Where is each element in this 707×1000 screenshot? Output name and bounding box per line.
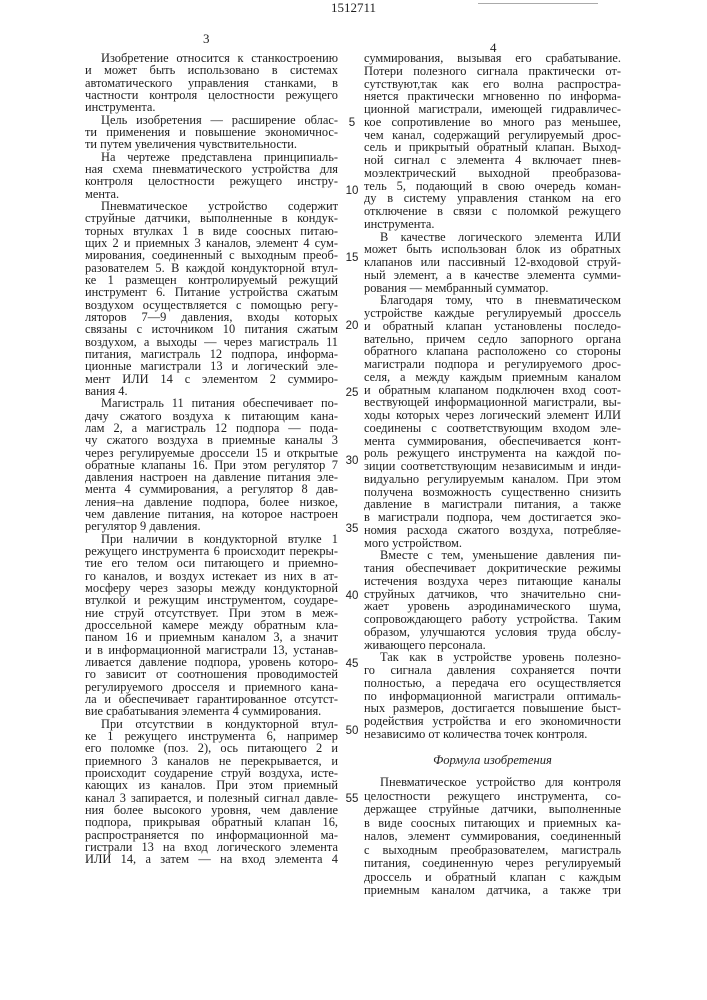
- line-number: 15: [342, 252, 362, 264]
- text-line: и может быть использовано в системах: [85, 64, 338, 76]
- text-line: инструмента.: [85, 101, 338, 113]
- text-line: селя, а между каждым приемным каналом: [364, 371, 621, 384]
- text-line: роль режущего инструмента на каждой по-: [364, 447, 621, 460]
- text-line: Вместе с тем, уменьшение давления пи-: [364, 549, 621, 562]
- text-line: образом, улучшаются условия труда обслу-: [364, 626, 621, 639]
- text-line: струйные датчики, выполненные в кондук-: [85, 212, 338, 224]
- text-line: ных размеров, достигается повышение быст-: [364, 702, 621, 715]
- text-line: номия расхода сжатого воздуха, потребляе-: [364, 524, 621, 537]
- line-number: 55: [342, 793, 362, 805]
- text-line: воздухом, а выходы — через магистраль 11: [85, 336, 338, 348]
- formula-heading: Формула изобретения: [364, 753, 621, 767]
- text-line: его поломке (поз. 2), ось питающего 2 и: [85, 742, 338, 754]
- text-line: сутствуют,так как его волна распростра-: [364, 78, 621, 91]
- text-line: и обратный клапан установлены последо-: [364, 320, 621, 333]
- text-line: ная схема пневматического устройства для: [85, 163, 338, 175]
- text-line: чем давление питания, на которое настроен: [85, 508, 338, 520]
- text-line: мента.: [85, 188, 338, 200]
- text-line: Цель изобретения — расширение облас-: [85, 114, 338, 126]
- text-line: видуально регулируемым каналом. При этом: [364, 473, 621, 486]
- text-line: сель и прикрытый обратный клапан. Выход-: [364, 141, 621, 154]
- text-line: суммирования, вызывая его срабатывание.: [364, 52, 621, 65]
- text-line: ние струй отсутствует. При этом в меж-: [85, 607, 338, 619]
- text-line: автоматического управления станками, в: [85, 77, 338, 89]
- paragraph: [364, 651, 621, 740]
- text-line: ления–на давление подпора, более низкое,: [85, 496, 338, 508]
- paragraph: [364, 294, 621, 549]
- text-line: тель 5, подающий в свою очередь коман-: [364, 180, 621, 193]
- text-line: дачу сжатого воздуха к питающим кана-: [85, 410, 338, 422]
- text-line: струйных датчиков, что значительно сни-: [364, 588, 621, 601]
- text-line: давление в магистрали питания, а также: [364, 498, 621, 511]
- text-line: На чертеже представлена принципиаль-: [85, 151, 338, 163]
- text-line: ляторов 7—9 давления, входы которых: [85, 311, 338, 323]
- line-number: 30: [342, 455, 362, 467]
- text-line: независимо от количества точек контроля.: [364, 728, 621, 741]
- text-line: Пневматическое устройство для контроля: [364, 776, 621, 790]
- text-line: чем канал, содержащий регулируемый дрос-: [364, 129, 621, 142]
- text-line: го каналов, и воздух истекает из них в ат-: [85, 570, 338, 582]
- text-line: жает уровень аэродинамического шума,: [364, 600, 621, 613]
- text-line: При отсутствии в кондукторной втул-: [85, 718, 338, 730]
- paragraph: [364, 231, 621, 295]
- text-line: кающих из каналов. При этом приемный: [85, 779, 338, 791]
- text-line: гистрали 13 на вход логического элемента: [85, 841, 338, 853]
- text-line: Так как в устройстве уровень полезно-: [364, 651, 621, 664]
- text-line: распространяется по информационной ма-: [85, 829, 338, 841]
- text-line: воздухом осуществляется с помощью регу-: [85, 299, 338, 311]
- text-line: мосферу через зазоры между кондукторной: [85, 582, 338, 594]
- text-line: ливается давление подпора, уровень которо-: [85, 656, 338, 668]
- paragraph: [85, 718, 338, 866]
- text-line: мент ИЛИ 14 с элементом 2 суммиро-: [85, 373, 338, 385]
- text-line: дроссель и обратный клапан с каждым: [364, 871, 621, 885]
- text-line: ной сигнал с элемента 4 включает пнев-: [364, 154, 621, 167]
- text-line: по информационной магистрали оптималь-: [364, 690, 621, 703]
- text-line: родействия устройства и его экономичности: [364, 715, 621, 728]
- text-line: через регулируемые дроссели 15 и открытые: [85, 447, 338, 459]
- text-line: ционной магистрали, имеющей гидравличес-: [364, 103, 621, 116]
- text-line: приемным каналом датчика, а также три: [364, 884, 621, 898]
- text-line: Благодаря тому, что в пневматическом: [364, 294, 621, 307]
- text-line: вие срабатывания элемента 4 суммирования.: [85, 705, 338, 717]
- line-number: 35: [342, 523, 362, 535]
- text-line: целостности режущего инструмента, со-: [364, 790, 621, 804]
- formula-text: [364, 776, 621, 898]
- text-line: ла и обеспечивает гарантированное отсутст-: [85, 693, 338, 705]
- text-line: живающего персонала.: [364, 639, 621, 652]
- text-line: го сигнала давления сохраняется почти: [364, 664, 621, 677]
- text-line: щих 2 и приемных 3 каналов, элемент 4 сум-: [85, 237, 338, 249]
- text-line: и в информационной магистрали 13, устанав-: [85, 644, 338, 656]
- text-line: обратные клапаны 16. При этом регулятор 7: [85, 459, 338, 471]
- paragraph: [85, 397, 338, 533]
- text-line: дроссельной камере между обратным кла-: [85, 619, 338, 631]
- paragraph: [85, 151, 338, 200]
- text-line: обратного клапана расположено со стороны: [364, 345, 621, 358]
- text-line: вествующей информационной магистрали, вы-: [364, 396, 621, 409]
- text-line: канал 3 запирается, и полезный сигнал давле-: [85, 792, 338, 804]
- text-line: мого устройством.: [364, 537, 621, 550]
- left-text-column: [85, 52, 338, 866]
- text-line: го зависит от соотношения проводимостей: [85, 668, 338, 680]
- text-line: сопровождающего работу устройства. Таким: [364, 613, 621, 626]
- paragraph: [364, 776, 621, 898]
- text-line: мента суммирования, обеспечивается конт-: [364, 435, 621, 448]
- text-line: клапанов или пассивный 12-входовой струй-: [364, 256, 621, 269]
- text-line: устройстве каждые регулируемый дроссель: [364, 307, 621, 320]
- text-line: ходы которых через логический элемент ИЛИ: [364, 409, 621, 422]
- text-line: связаны с источником 10 питания сжатым: [85, 323, 338, 335]
- text-line: Изобретение относится к станкостроению: [85, 52, 338, 64]
- text-line: в магистрали подпора, чем достигается эко-: [364, 511, 621, 524]
- text-line: инструмент 6. Питание устройства сжатым: [85, 286, 338, 298]
- text-line: рования — мембранный сумматор.: [364, 282, 621, 295]
- text-line: держащее струйные датчики, выполненные: [364, 803, 621, 817]
- text-line: лам 2, а магистраль 12 подпора — пода-: [85, 422, 338, 434]
- text-line: ке 1 размещен контролируемый режущий: [85, 274, 338, 286]
- text-line: вания 4.: [85, 385, 338, 397]
- text-line: Магистраль 11 питания обеспечивает по-: [85, 397, 338, 409]
- text-line: Пневматическое устройство содержит: [85, 200, 338, 212]
- text-line: истечения воздуха через питающие каналы: [364, 575, 621, 588]
- text-line: ИЛИ 14, а затем — на вход элемента 4: [85, 853, 338, 865]
- text-line: вательно, причем седло запорного органа: [364, 333, 621, 346]
- text-line: приемного 3 каналов не перекрывается, и: [85, 755, 338, 767]
- paragraph: [85, 114, 338, 151]
- paragraph: [85, 200, 338, 397]
- line-number: 10: [342, 185, 362, 197]
- text-line: питания, магистраль 12 подпора, информа-: [85, 348, 338, 360]
- text-line: няется практически мгновенно по информа-: [364, 90, 621, 103]
- text-line: разователем 5. В каждой кондукторной втул-: [85, 262, 338, 274]
- text-line: ке 1 режущего инструмента 6, например: [85, 730, 338, 742]
- paragraph: [364, 52, 621, 231]
- text-line: с выходным преобразователем, магистраль: [364, 844, 621, 858]
- line-number: 45: [342, 658, 362, 670]
- patent-number: 1512711: [331, 1, 376, 15]
- scan-rule-line: [478, 3, 598, 4]
- text-line: зиции соответствующим независимым и инди-: [364, 460, 621, 473]
- text-line: регулятор 9 давления.: [85, 520, 338, 532]
- text-line: регулируемого дросселя и приемного кана-: [85, 681, 338, 693]
- line-number: 50: [342, 725, 362, 737]
- text-line: ный элемент, а в качестве элемента сумми-: [364, 269, 621, 282]
- paragraph: [364, 549, 621, 651]
- text-line: отключение в связи с поломкой режущего: [364, 205, 621, 218]
- text-line: инструмента.: [364, 218, 621, 231]
- text-line: ти применения и повышение экономичнос-: [85, 126, 338, 138]
- line-number: 40: [342, 590, 362, 602]
- text-line: При наличии в кондукторной втулке 1: [85, 533, 338, 545]
- text-line: давления настроен на давление питания эле-: [85, 471, 338, 483]
- text-line: соединены с соответствующим входом эле-: [364, 422, 621, 435]
- text-line: мирования, соединенный с выходным преоб-: [85, 249, 338, 261]
- text-line: полностью, а передача его осуществляется: [364, 677, 621, 690]
- page-number-right: 4: [490, 41, 497, 55]
- right-text-column: [364, 52, 621, 741]
- text-line: ти путем увеличения чувствительности.: [85, 138, 338, 150]
- text-line: в виде соосных питающих и приемных ка-: [364, 817, 621, 831]
- text-line: контроля целостности режущего инстру-: [85, 175, 338, 187]
- line-number: 25: [342, 387, 362, 399]
- text-line: тания обеспечивает докритические режимы: [364, 562, 621, 575]
- text-line: и обратным клапаном подключен вход соот-: [364, 384, 621, 397]
- text-line: налов, элемент суммирования, соединенный: [364, 830, 621, 844]
- text-line: подпора, прикрывая обратный клапан 16,: [85, 816, 338, 828]
- text-line: режущего инструмента 6 происходит перекры-: [85, 545, 338, 557]
- text-line: мента 4 суммирования, а регулятор 8 дав-: [85, 483, 338, 495]
- text-line: частности контроля целостности режущего: [85, 89, 338, 101]
- text-line: В качестве логического элемента ИЛИ: [364, 231, 621, 244]
- text-line: чу сжатого воздуха в приемные каналы 3: [85, 434, 338, 446]
- page-number-left: 3: [203, 32, 210, 46]
- text-line: происходит соударение струй воздуха, исте-: [85, 767, 338, 779]
- text-line: паном 16 и приемным каналом 3, а значит: [85, 631, 338, 643]
- text-line: моэлектрический выходной преобразова-: [364, 167, 621, 180]
- text-line: Потери полезного сигнала практически от-: [364, 65, 621, 78]
- text-line: получена возможность существенно снизить: [364, 486, 621, 499]
- text-line: втулкой и режущим инструментом, соударе-: [85, 594, 338, 606]
- text-line: может быть использован блок из обратных: [364, 243, 621, 256]
- text-line: кое сопротивление во много раз меньшее,: [364, 116, 621, 129]
- text-line: ния более высокого уровня, чем давление: [85, 804, 338, 816]
- text-line: питания, соединенную через регулируемый: [364, 857, 621, 871]
- text-line: тие его телом оси питающего и приемно-: [85, 557, 338, 569]
- text-line: магистрали подпора и регулируемого дрос-: [364, 358, 621, 371]
- text-line: ду в систему управления станком на его: [364, 192, 621, 205]
- line-number: 20: [342, 320, 362, 332]
- paragraph: [85, 533, 338, 718]
- text-line: ционные магистрали 13 и логический эле-: [85, 360, 338, 372]
- text-line: торных втулках 1 в виде соосных питаю-: [85, 225, 338, 237]
- paragraph: [85, 52, 338, 114]
- line-number: 5: [342, 117, 362, 129]
